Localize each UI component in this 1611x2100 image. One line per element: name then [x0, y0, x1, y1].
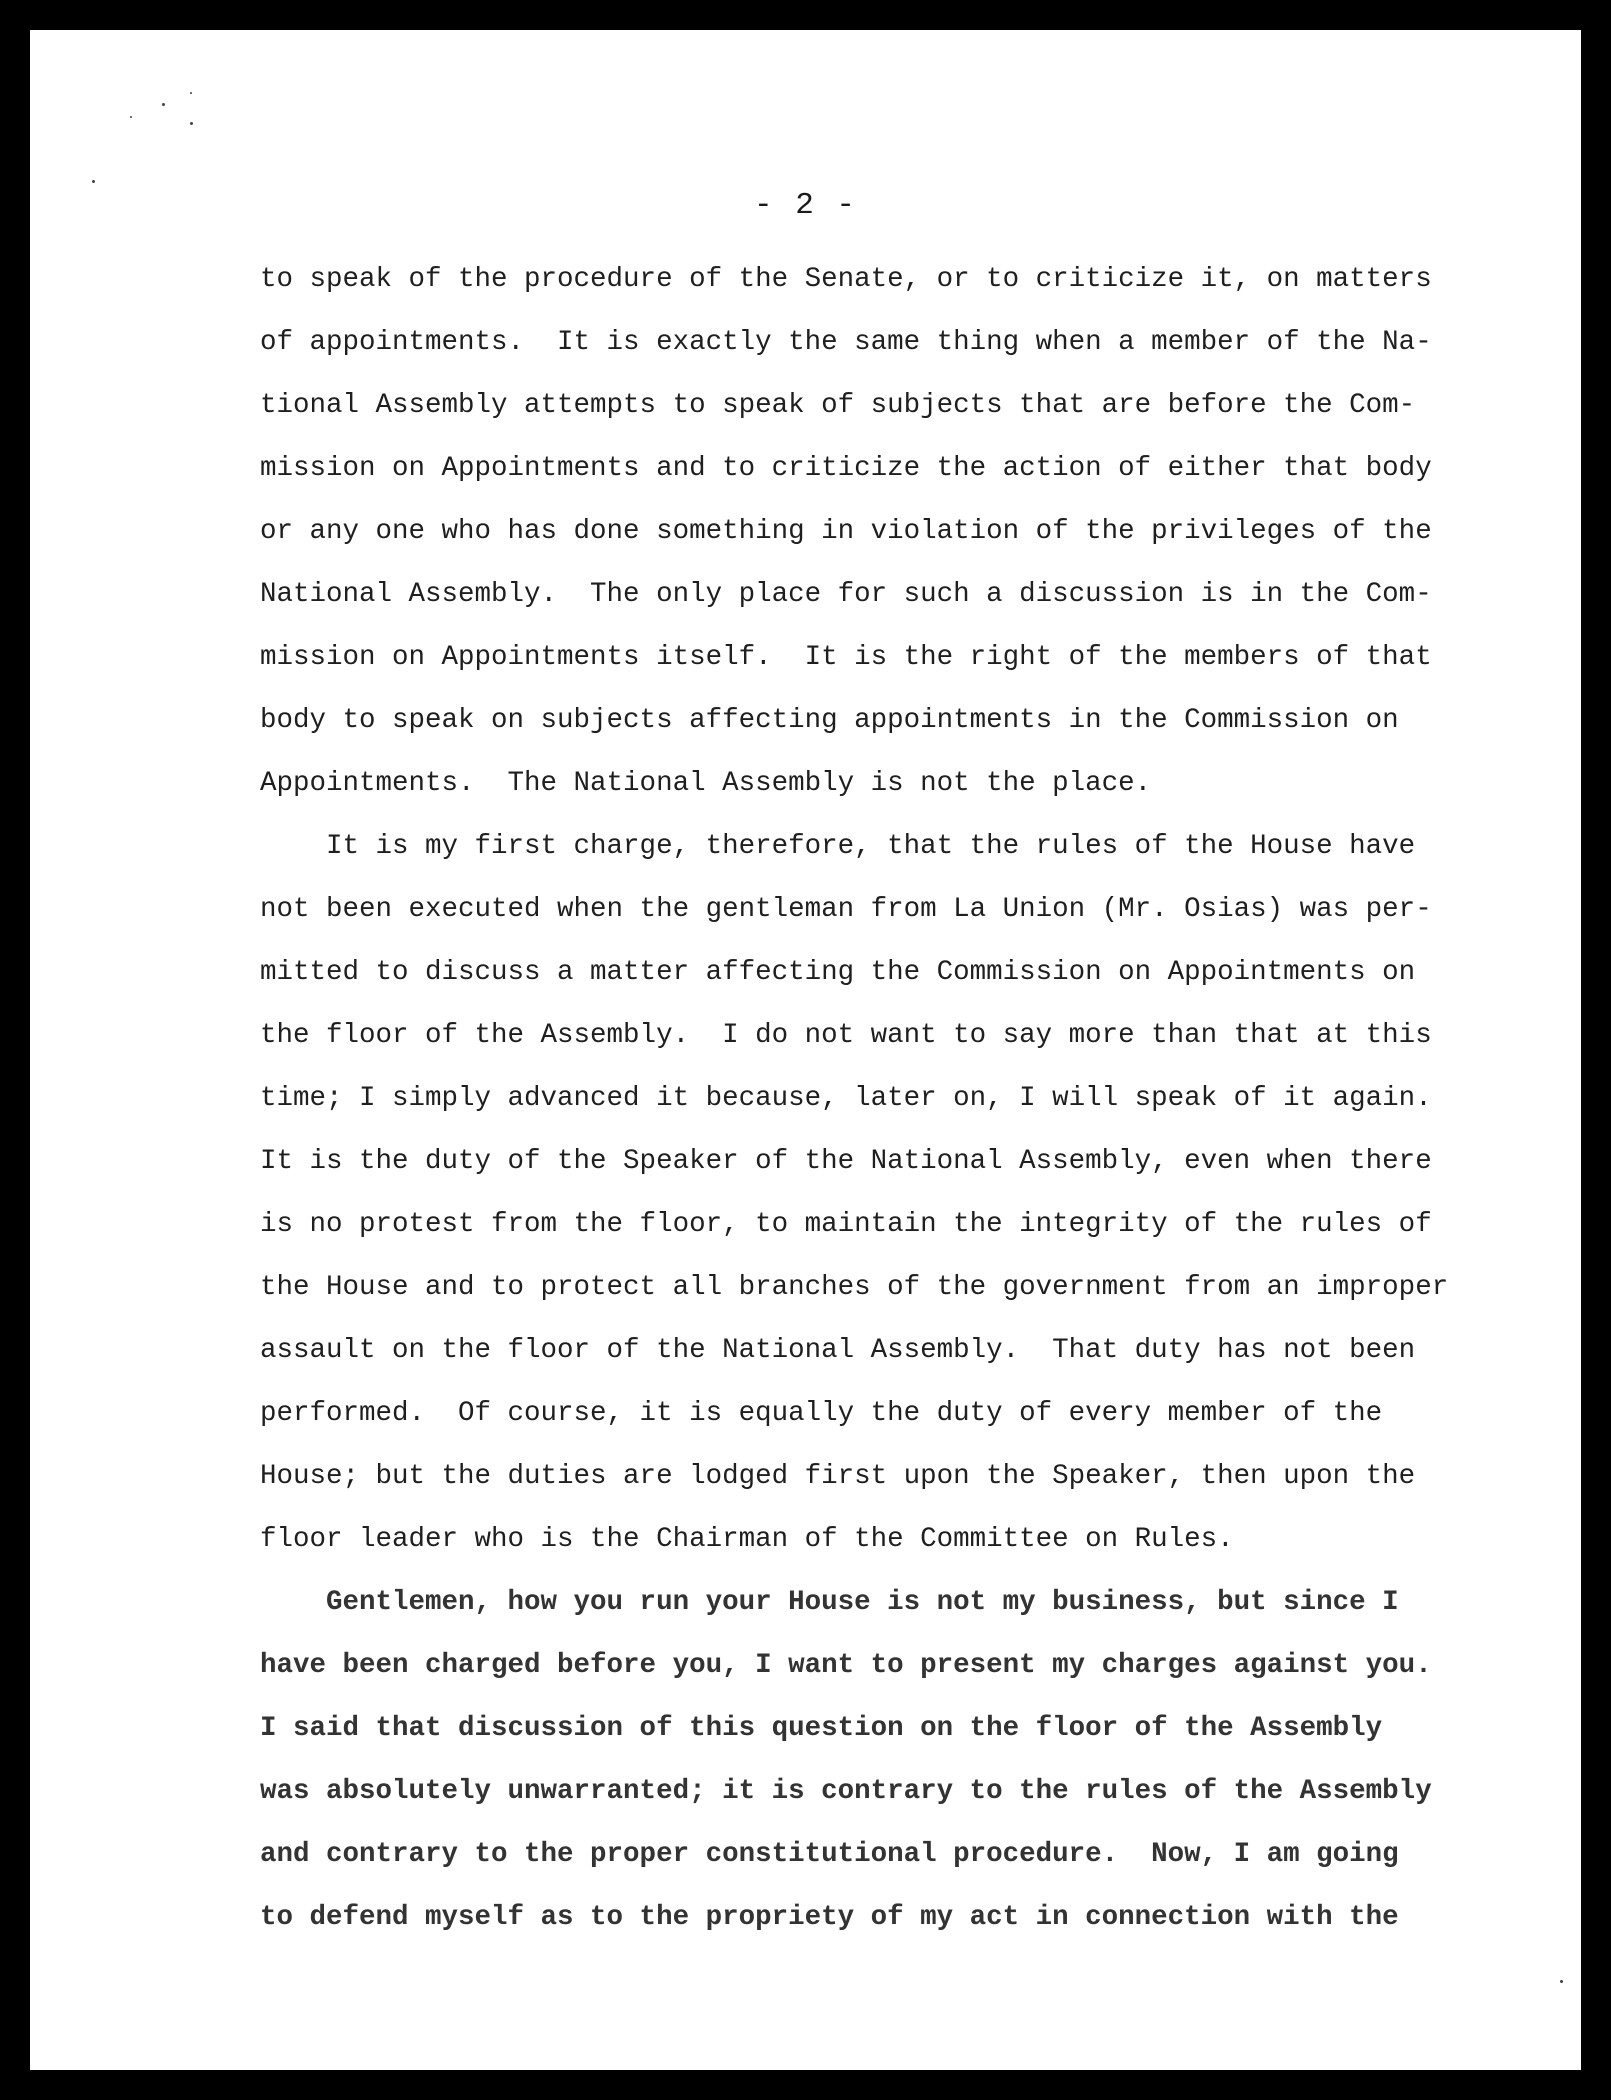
text-line: have been charged before you, I want to present my charges against you. — [260, 1650, 1432, 1681]
text-line: House; but the duties are lodged first upon the Speaker, then upon the — [260, 1461, 1416, 1492]
text-line: to speak of the procedure of the Senate, or to criticize it, on matters — [260, 264, 1432, 295]
text-line: floor leader who is the Chairman of the Committee on Rules. — [260, 1524, 1234, 1555]
text-line: mission on Appointments and to criticize the action of either that body — [260, 453, 1432, 484]
text-line: body to speak on subjects affecting appointments in the Commission on — [260, 705, 1399, 736]
text-line: It is my first charge, therefore, that the rules of the House have — [260, 831, 1416, 862]
text-line: is no protest from the floor, to maintain the integrity of the rules of — [260, 1209, 1432, 1240]
text-line: mitted to discuss a matter affecting the Commission on Appointments on — [260, 957, 1416, 988]
text-line: the floor of the Assembly. I do not want to say more than that at this — [260, 1020, 1432, 1051]
text-line: tional Assembly attempts to speak of subjects that are before the Com- — [260, 390, 1416, 421]
body-text — [260, 248, 1460, 1949]
text-line: or any one who has done something in violation of the privileges of the — [260, 516, 1432, 547]
text-line: It is the duty of the Speaker of the National Assembly, even when there — [260, 1146, 1432, 1177]
text-line: Appointments. The National Assembly is not the place. — [260, 768, 1152, 799]
scan-speck — [92, 180, 95, 183]
text-line: time; I simply advanced it because, later on, I will speak of it again. — [260, 1083, 1432, 1114]
text-line: performed. Of course, it is equally the duty of every member of the — [260, 1398, 1383, 1429]
scan-speck — [190, 122, 193, 125]
text-line: assault on the floor of the National Assembly. That duty has not been — [260, 1335, 1416, 1366]
text-line: National Assembly. The only place for such a discussion is in the Com- — [260, 579, 1432, 610]
text-line: mission on Appointments itself. It is the right of the members of that — [260, 642, 1432, 673]
text-line: not been executed when the gentleman from La Union (Mr. Osias) was per- — [260, 894, 1432, 925]
text-line: to defend myself as to the propriety of my act in connection with the — [260, 1902, 1399, 1933]
scan-speck — [162, 103, 165, 106]
scan-speck — [130, 116, 132, 118]
scan-speck — [190, 92, 192, 94]
scan-speck — [1560, 1980, 1563, 1983]
page-number: - 2 - — [753, 188, 857, 223]
text-line: was absolutely unwarranted; it is contrary to the rules of the Assembly — [260, 1776, 1432, 1807]
text-line: the House and to protect all branches of the government from an improper — [260, 1272, 1449, 1303]
text-line: of appointments. It is exactly the same thing when a member of the Na- — [260, 327, 1432, 358]
text-line: I said that discussion of this question on the floor of the Assembly — [260, 1713, 1383, 1744]
text-line: and contrary to the proper constitutional procedure. Now, I am going — [260, 1839, 1399, 1870]
document-page — [30, 30, 1581, 2070]
text-line: Gentlemen, how you run your House is not my business, but since I — [260, 1587, 1399, 1618]
